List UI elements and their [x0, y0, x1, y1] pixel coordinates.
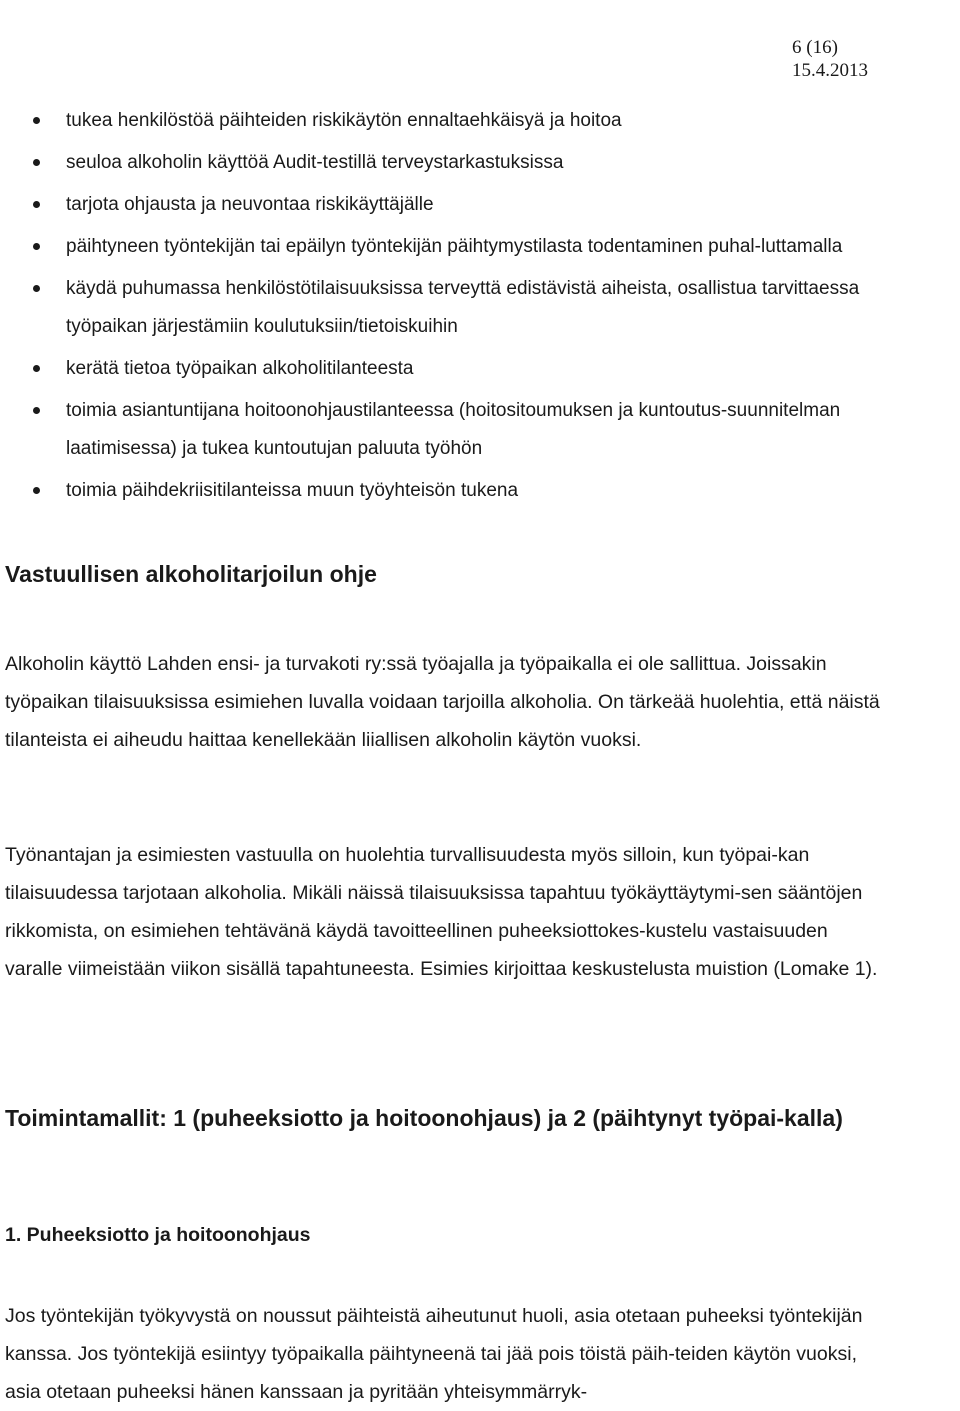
- bullet-icon: [33, 201, 40, 208]
- page-number: 6 (16): [792, 37, 838, 58]
- bullet-icon: [33, 365, 40, 372]
- bullet-icon: [33, 487, 40, 494]
- bullet-icon: [33, 285, 40, 292]
- list-item-text: päihtyneen työntekijän tai epäilyn työntekijän päihtymystilasta todentaminen puhal-luttamalla: [66, 236, 843, 257]
- paragraph-intervention: Jos työntekijän työkyvystä on noussut päihteistä aiheutunut huoli, asia otetaan puheeksi työntekijän kanssa. Jos työntekijä esiintyy työpaikalla päihtyneenä tai jää pois töistä päih-teiden käytön vuoksi, asia otetaan puheeksi hänen kanssaan ja pyritään yhteisymmärryk-: [5, 1305, 863, 1403]
- list-item: [0, 102, 900, 140]
- list-item: [0, 472, 900, 510]
- list-item-text: toimia päihdekriisitilanteissa muun työyhteisön tukena: [66, 480, 519, 501]
- bullet-icon: [33, 117, 40, 124]
- list-item: [0, 392, 900, 468]
- subheading-intervention: 1. Puheeksiotto ja hoitoonohjaus: [5, 1224, 311, 1246]
- bullet-icon: [33, 159, 40, 166]
- list-item-text: kerätä tietoa työpaikan alkoholitilanteesta: [66, 358, 414, 379]
- list-item: [0, 350, 900, 388]
- list-item-text: tukea henkilöstöä päihteiden riskikäytön ennaltaehkäisyä ja hoitoa: [66, 110, 622, 131]
- list-item-text: käydä puhumassa henkilöstötilaisuuksissa terveyttä edistävistä aiheista, osallistua tarvittaessa työpaikan järjestämiin koulutuksiin/tietoiskuihin: [66, 278, 860, 337]
- list-item-text: toimia asiantuntijana hoitoonohjaustilanteessa (hoitositoumuksen ja kuntoutus-suunnitelman laatimisessa) ja tukea kuntoutujan paluuta työhön: [66, 400, 841, 459]
- bullet-icon: [33, 243, 40, 250]
- responsibilities-list: [0, 102, 900, 514]
- list-item-text: seuloa alkoholin käyttöä Audit-testillä terveystarkastuksissa: [66, 152, 564, 173]
- paragraph-employer-responsibility: Työnantajan ja esimiesten vastuulla on huolehtia turvallisuudesta myös silloin, kun työpai-kan tilaisuudessa tarjotaan alkoholia. Mikäli näissä tilaisuuksissa tapahtuu työkäyttäytymi-sen sääntöjen rikkomista, on esimiehen tehtävänä käydä tavoitteellinen puheeksiottokes-kustelu vastaisuuden varalle viimeistään viikon sisällä tapahtuneesta. Esimies kirjoittaa keskustelusta muistion (Lomake 1).: [5, 844, 878, 980]
- paragraph-alcohol-policy: Alkoholin käyttö Lahden ensi- ja turvakoti ry:ssä työajalla ja työpaikalla ei ole sallittua. Joissakin työpaikan tilaisuuksissa esimiehen luvalla voidaan tarjoilla alkoholia. On tärkeää huolehtia, että näistä tilanteista ei aiheudu haittaa kenellekään liiallisen alkoholin käytön vuoksi.: [5, 653, 880, 751]
- list-item: [0, 144, 900, 182]
- list-item: [0, 270, 900, 346]
- bullet-icon: [33, 407, 40, 414]
- list-item: [0, 228, 900, 266]
- section-heading-operating-models: Toimintamallit: 1 (puheeksiotto ja hoitoonohjaus) ja 2 (päihtynyt työpai-kalla): [5, 1105, 843, 1131]
- list-item-text: tarjota ohjausta ja neuvontaa riskikäyttäjälle: [66, 194, 434, 215]
- list-item: [0, 186, 900, 224]
- section-heading-alcohol-serving: Vastuullisen alkoholitarjoilun ohje: [5, 561, 377, 587]
- page-header: [792, 36, 868, 82]
- document-date: 15.4.2013: [792, 60, 868, 81]
